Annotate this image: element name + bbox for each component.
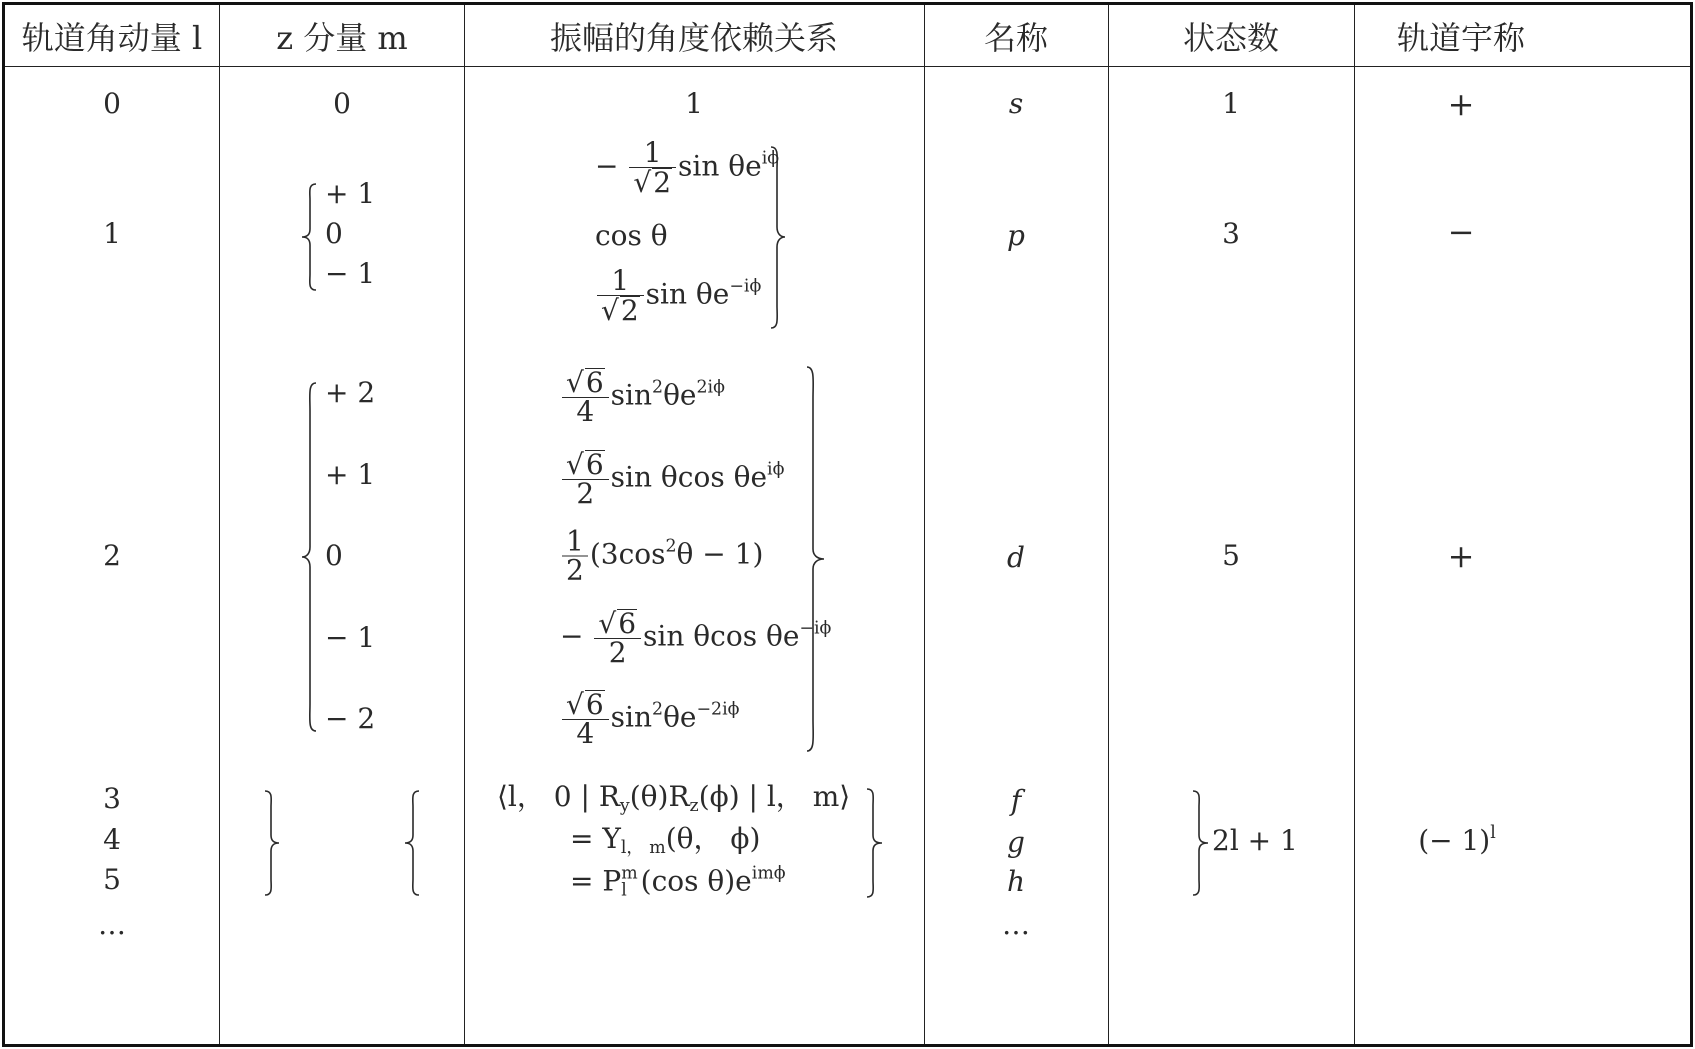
cell-l: 0 — [103, 87, 121, 120]
cell-amplitude: 1 — [685, 87, 703, 120]
amplitude-term — [560, 609, 831, 667]
right-brace-icon — [804, 365, 828, 753]
amplitude-term — [570, 822, 761, 859]
cell-l: 3 — [103, 782, 121, 815]
parity-base: (− 1) — [1418, 824, 1491, 857]
header-divider — [5, 66, 1690, 67]
fraction — [562, 690, 609, 748]
header-name: 名称 — [983, 19, 1049, 57]
header-parity: 轨道宇称 — [1396, 19, 1526, 57]
header-m: z 分量 m — [276, 19, 408, 57]
trig-factor: θ − 1) — [676, 537, 764, 571]
fraction — [562, 368, 609, 426]
amplitude-term — [497, 780, 851, 817]
cell-m: + 1 — [325, 177, 376, 210]
amplitude-term: cos θ — [595, 219, 668, 252]
amplitude-term — [560, 524, 764, 587]
amplitude-term — [560, 690, 740, 748]
cell-l: … — [98, 908, 126, 941]
subscript: y — [619, 796, 630, 817]
cell-m: − 2 — [325, 702, 376, 735]
trig-factor: sin θe — [678, 149, 762, 183]
denominator: 4 — [562, 397, 609, 426]
denominator: 4 — [562, 719, 609, 748]
fraction — [629, 136, 676, 199]
radicand: 6 — [585, 448, 604, 481]
numerator: √6 — [566, 366, 604, 399]
cell-m: 0 — [325, 217, 343, 250]
cell-states: 1 — [1222, 87, 1240, 120]
radicand: 2 — [620, 294, 639, 327]
exponent: −iϕ — [729, 276, 762, 297]
cell-name: s — [1008, 87, 1024, 120]
cell-name: d — [1007, 541, 1025, 574]
cell-m: + 2 — [325, 376, 376, 409]
amplitude-term — [595, 136, 780, 199]
denominator: 2 — [562, 556, 588, 585]
exponent: 2iϕ — [696, 377, 725, 398]
exponent: −iϕ — [799, 618, 832, 639]
cell-m: 0 — [325, 539, 343, 572]
amplitude-term — [570, 863, 786, 901]
header-states: 状态数 — [1182, 19, 1280, 57]
amplitude-term — [560, 450, 784, 508]
trig-factor: sin — [610, 378, 653, 412]
numerator: √6 — [566, 448, 604, 481]
column-divider — [464, 5, 465, 1044]
numerator: 1 — [643, 136, 662, 169]
cell-m: + 1 — [325, 458, 376, 491]
right-brace-icon — [262, 789, 282, 897]
subscript: l， m — [620, 838, 666, 859]
cell-m: − 1 — [325, 621, 376, 654]
numerator: 1 — [566, 524, 584, 558]
cell-m: − 1 — [325, 257, 376, 290]
superscript: m — [621, 863, 638, 884]
denominator: 2 — [562, 479, 609, 508]
trig-factor: (3cos — [589, 537, 666, 571]
cell-states: 2l + 1 — [1212, 824, 1298, 857]
legendre-function: = P — [570, 864, 622, 898]
left-brace-icon — [404, 789, 424, 897]
cell-states: 3 — [1222, 217, 1240, 250]
cell-name: h — [1006, 865, 1026, 898]
orbital-angular-momentum-table — [2, 2, 1693, 1047]
fraction — [594, 609, 641, 667]
cell-parity: − — [1447, 213, 1475, 251]
cell-l: 1 — [103, 217, 121, 250]
spherical-harmonic: = Y — [570, 822, 621, 855]
cell-parity: + — [1447, 85, 1475, 123]
cell-states: 5 — [1222, 539, 1240, 572]
power: 2 — [652, 699, 664, 720]
trig-factor: sin θe — [645, 277, 730, 311]
sign: − — [560, 619, 584, 653]
right-brace-icon — [864, 787, 886, 899]
subscript: l — [621, 881, 627, 901]
fraction — [562, 450, 609, 508]
left-brace-icon — [301, 381, 321, 733]
fraction — [597, 264, 644, 327]
trig-factor: θe — [663, 378, 697, 412]
right-brace-icon — [1190, 789, 1212, 897]
numerator: √6 — [566, 688, 604, 721]
cell-l: 2 — [103, 539, 121, 572]
exponent: iϕ — [767, 459, 785, 480]
exponent: −2iϕ — [696, 699, 740, 720]
cell-name: f — [1010, 784, 1022, 817]
radicand: 6 — [585, 688, 604, 721]
power: 2 — [665, 536, 677, 557]
radicand: 6 — [618, 607, 637, 640]
column-divider — [1108, 5, 1109, 1044]
cell-name: … — [1002, 908, 1030, 941]
matrix-element: ⟨l， 0 | R — [497, 780, 620, 813]
column-divider — [1354, 5, 1355, 1044]
column-divider — [924, 5, 925, 1044]
trig-factor: sin θcos θe — [610, 460, 768, 494]
numerator: √6 — [598, 607, 637, 640]
matrix-element: (θ)R — [629, 780, 690, 813]
cell-name: g — [1007, 826, 1025, 859]
trig-factor: θe — [663, 700, 697, 734]
trig-factor: sin θcos θe — [643, 619, 800, 653]
denominator: √2 — [629, 167, 676, 197]
legendre-function: (cos θ)e — [640, 864, 752, 898]
exponent: iϕ — [761, 148, 780, 169]
left-brace-icon — [301, 182, 321, 292]
cell-l: 5 — [103, 863, 121, 896]
radicand: 6 — [585, 366, 604, 399]
radicand: 2 — [653, 166, 672, 199]
cell-m: 0 — [333, 87, 351, 120]
cell-l: 4 — [103, 823, 121, 856]
fraction — [562, 524, 588, 587]
amplitude-term — [560, 368, 725, 426]
header-l: 轨道角动量 l — [21, 19, 203, 57]
power: 2 — [652, 377, 664, 398]
exponent: l — [1490, 822, 1496, 843]
numerator: 1 — [611, 264, 630, 297]
subscript: z — [689, 796, 699, 817]
cell-name: p — [1007, 219, 1025, 252]
cell-parity: + — [1447, 537, 1475, 575]
denominator: 2 — [594, 638, 641, 667]
denominator: √2 — [597, 295, 644, 325]
exponent: imϕ — [751, 863, 786, 884]
trig-factor: sin — [610, 700, 653, 734]
column-divider — [219, 5, 220, 1044]
matrix-element: (ϕ) | l， m⟩ — [698, 780, 851, 813]
sign: − — [595, 149, 619, 183]
spherical-harmonic: (θ， ϕ) — [665, 822, 761, 855]
amplitude-term — [595, 264, 762, 327]
header-amplitude: 振幅的角度依赖关系 — [549, 19, 839, 57]
right-brace-icon — [768, 145, 788, 330]
cell-parity — [1418, 822, 1496, 857]
